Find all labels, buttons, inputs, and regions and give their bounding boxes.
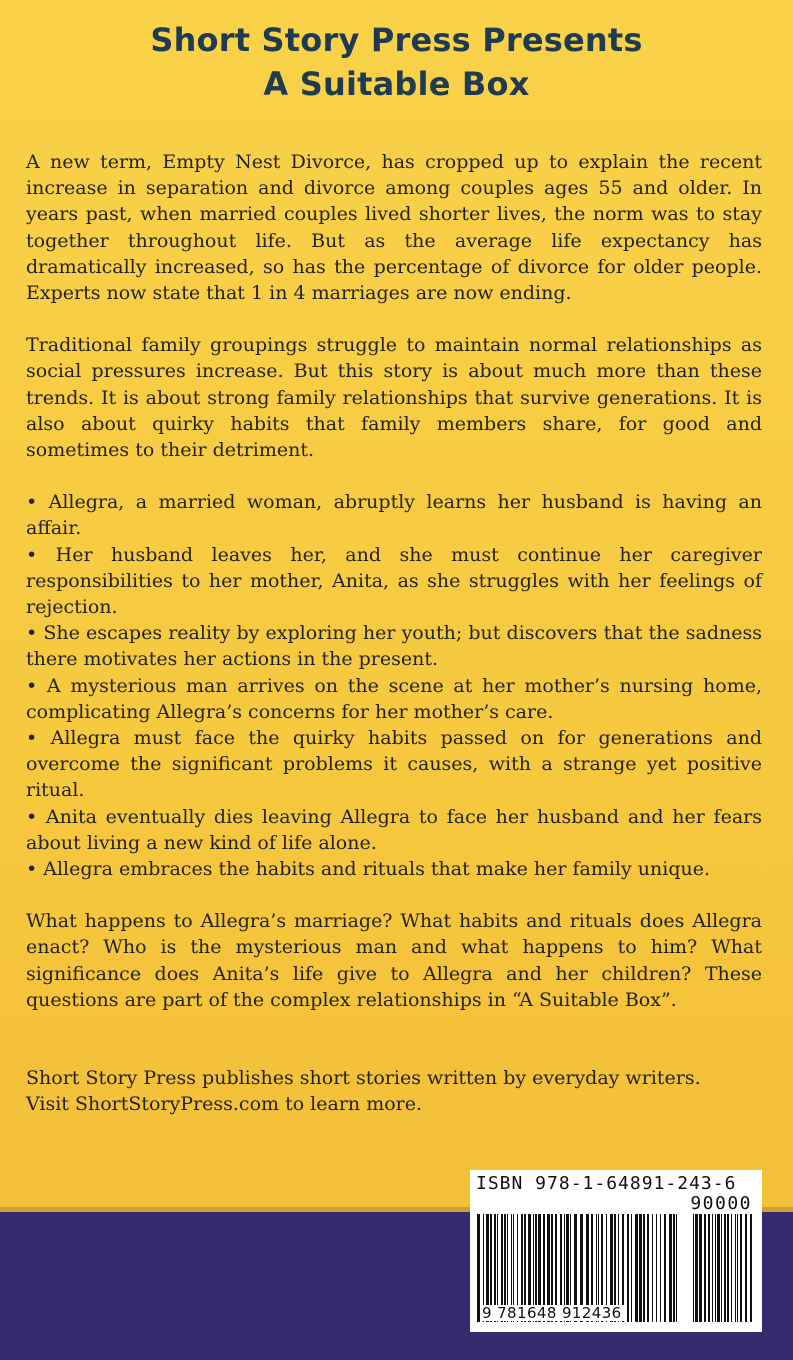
bullet-item: • Anita eventually dies leaving Allegra to face her husband and her fears about living a new kind of life alone. bbox=[26, 805, 762, 854]
bullet-item: • Allegra, a married woman, abruptly learns her husband is having an affair. bbox=[26, 491, 762, 540]
title-line-2: A Suitable Box bbox=[263, 65, 530, 103]
title-line-1: Short Story Press Presents bbox=[150, 21, 643, 59]
publisher-line-1: Short Story Press publishes short stories written by everyday writers. bbox=[26, 1067, 701, 1090]
ean-number: 9 781648 912436 bbox=[482, 1304, 622, 1322]
bullet-item: • Allegra embraces the habits and rituals that make her family unique. bbox=[26, 858, 711, 881]
second-paragraph: Traditional family groupings struggle to maintain normal relationships as social pressures increase. But this story is about much more than these trends. It is about strong family relationships that survive generations. It is also about quirky habits that family members share, for good and sometimes to their detriment. bbox=[26, 334, 762, 462]
intro-paragraph: A new term, Empty Nest Divorce, has cropped up to explain the recent increase in separation and divorce among couples ages 55 and older. In years past, when married couples lived shorter lives, the norm was to stay together throughout life. But as the average life expectancy has dramatically increased, so has the percentage of divorce for older people. Experts now state that 1 in 4 marriages are now ending. bbox=[26, 151, 762, 305]
bullet-item: • Her husband leaves her, and she must continue her caregiver responsibilities to her mother, Anita, as she struggles with her feelings of rejection. bbox=[26, 543, 762, 619]
price-code: 90000 bbox=[690, 1193, 752, 1214]
publisher-note bbox=[26, 1065, 762, 1117]
bullet-item: • Allegra must face the quirky habits passed on for generations and overcome the significant problems it causes, with a strange yet positive ritual. bbox=[26, 727, 762, 802]
publisher-line-2: Visit ShortStoryPress.com to learn more. bbox=[26, 1093, 423, 1116]
questions-paragraph: What happens to Allegra’s marriage? What habits and rituals does Allegra enact? Who is the mysterious man and what happens to him? What significance does Anita’s life give to Allegra and her children? These questions are part of the complex relationships in “A Suitable Box”. bbox=[26, 910, 762, 1011]
barcode-bars bbox=[476, 1214, 756, 1322]
plot-bullet-list bbox=[26, 489, 762, 882]
book-title bbox=[0, 18, 793, 106]
barcode-panel bbox=[470, 1170, 762, 1332]
bullet-item: • She escapes reality by exploring her youth; but discovers that the sadness there motivates her actions in the present. bbox=[26, 622, 762, 671]
isbn-label: ISBN 978-1-64891-243-6 bbox=[476, 1173, 737, 1194]
addon-barcode-icon bbox=[692, 1214, 756, 1322]
bullet-item: • A mysterious man arrives on the scene at her mother’s nursing home, complicating Allegra’s concerns for her mother’s care. bbox=[26, 674, 762, 723]
blurb-text bbox=[26, 149, 762, 1118]
